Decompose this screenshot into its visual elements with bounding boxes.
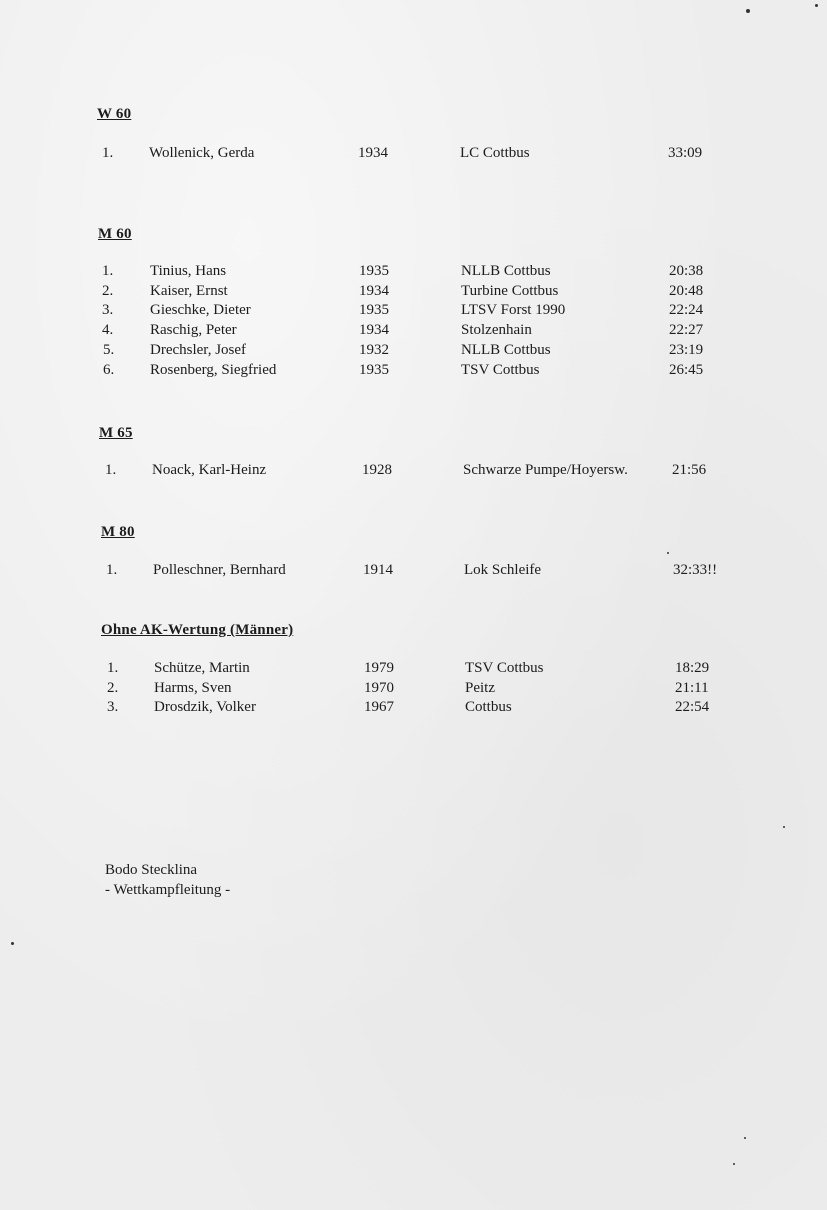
athlete-name: Wollenick, Gerda xyxy=(149,145,255,161)
place: 1. xyxy=(106,562,118,578)
place: 1. xyxy=(102,145,114,161)
section-heading-m80: M 80 xyxy=(101,524,135,540)
birth-year: 1935 xyxy=(359,362,389,378)
athlete-name: Gieschke, Dieter xyxy=(150,302,251,318)
finish-time: 33:09 xyxy=(668,145,703,161)
birth-year: 1935 xyxy=(359,263,389,279)
club: Schwarze Pumpe/Hoyersw. xyxy=(463,462,628,478)
club: Cottbus xyxy=(465,699,512,715)
athlete-name: Polleschner, Bernhard xyxy=(153,562,286,578)
finish-time: 18:29 xyxy=(675,660,710,676)
birth-year: 1967 xyxy=(364,699,394,715)
birth-year: 1934 xyxy=(359,283,389,299)
scan-speck xyxy=(815,4,818,7)
club: Lok Schleife xyxy=(464,562,542,578)
signatory-name: Bodo Stecklina xyxy=(105,862,198,878)
birth-year: 1979 xyxy=(364,660,394,676)
finish-time: 22:54 xyxy=(675,699,710,715)
athlete-name: Kaiser, Ernst xyxy=(150,283,228,299)
finish-time: 22:24 xyxy=(669,302,704,318)
birth-year: 1970 xyxy=(364,680,394,696)
athlete-name: Drosdzik, Volker xyxy=(154,699,256,715)
scan-speck xyxy=(783,826,785,828)
place: 4. xyxy=(102,322,114,338)
birth-year: 1934 xyxy=(359,322,389,338)
place: 2. xyxy=(107,680,119,696)
section-heading-m60: M 60 xyxy=(98,226,132,242)
club: TSV Cottbus xyxy=(461,362,540,378)
athlete-name: Rosenberg, Siegfried xyxy=(150,362,277,378)
athlete-name: Raschig, Peter xyxy=(150,322,237,338)
scan-speck xyxy=(667,552,669,554)
club: TSV Cottbus xyxy=(465,660,544,676)
finish-time: 32:33!! xyxy=(673,562,718,578)
finish-time: 21:11 xyxy=(675,680,709,696)
athlete-name: Drechsler, Josef xyxy=(150,342,247,358)
finish-time: 21:56 xyxy=(672,462,707,478)
place: 1. xyxy=(102,263,114,279)
finish-time: 20:48 xyxy=(669,283,704,299)
birth-year: 1934 xyxy=(358,145,388,161)
finish-time: 20:38 xyxy=(669,263,704,279)
place: 3. xyxy=(107,699,119,715)
place: 5. xyxy=(103,342,115,358)
athlete-name: Harms, Sven xyxy=(154,680,232,696)
place: 1. xyxy=(105,462,117,478)
section-heading-w60: W 60 xyxy=(97,106,132,122)
club: Peitz xyxy=(465,680,495,696)
club: Turbine Cottbus xyxy=(461,283,559,299)
athlete-name: Schütze, Martin xyxy=(154,660,250,676)
scan-speck xyxy=(733,1163,735,1165)
birth-year: 1935 xyxy=(359,302,389,318)
section-heading-m65: M 65 xyxy=(99,425,133,441)
finish-time: 23:19 xyxy=(669,342,704,358)
place: 3. xyxy=(102,302,114,318)
club: NLLB Cottbus xyxy=(461,342,551,358)
finish-time: 26:45 xyxy=(669,362,704,378)
club: LC Cottbus xyxy=(460,145,530,161)
club: Stolzenhain xyxy=(461,322,532,338)
scan-speck xyxy=(746,9,750,13)
signatory-role: - Wettkampfleitung - xyxy=(105,882,231,898)
scan-speck xyxy=(11,942,14,945)
scan-speck xyxy=(744,1137,746,1139)
birth-year: 1914 xyxy=(363,562,393,578)
signature-block xyxy=(105,860,230,900)
athlete-name: Noack, Karl-Heinz xyxy=(152,462,267,478)
place: 2. xyxy=(102,283,114,299)
place: 6. xyxy=(103,362,115,378)
finish-time: 22:27 xyxy=(669,322,704,338)
birth-year: 1928 xyxy=(362,462,392,478)
club: NLLB Cottbus xyxy=(461,263,551,279)
club: LTSV Forst 1990 xyxy=(461,302,566,318)
birth-year: 1932 xyxy=(359,342,389,358)
place: 1. xyxy=(107,660,119,676)
athlete-name: Tinius, Hans xyxy=(150,263,227,279)
section-heading-ohne-ak: Ohne AK-Wertung (Männer) xyxy=(101,622,294,638)
